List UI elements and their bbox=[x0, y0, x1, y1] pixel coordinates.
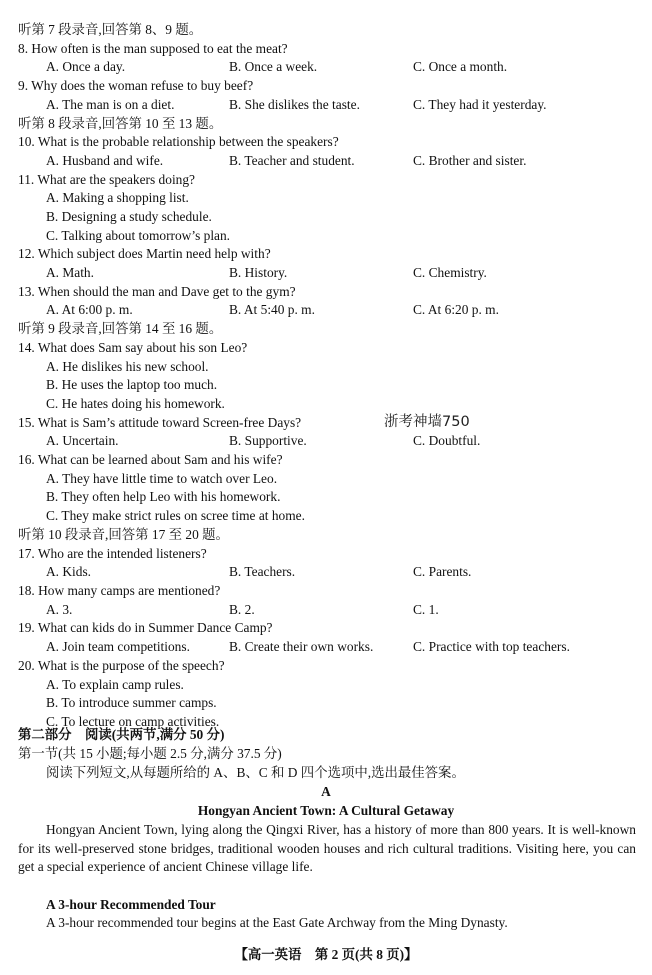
question-text: How often is the man supposed to eat the meat? bbox=[31, 41, 288, 56]
answer-option: A. 3. bbox=[46, 602, 73, 617]
answer-option: C. At 6:20 p. m. bbox=[413, 302, 499, 317]
question-text: Why does the woman refuse to buy beef? bbox=[31, 78, 254, 93]
question-number: 8. bbox=[18, 41, 29, 56]
answer-option: C. Once a month. bbox=[413, 59, 508, 74]
passage-letter: A bbox=[321, 784, 331, 799]
answer-option: C. They make strict rules on scree time at home. bbox=[46, 508, 305, 523]
answer-option: B. She dislikes the taste. bbox=[229, 97, 360, 112]
answer-option: B. Once a week. bbox=[229, 59, 318, 74]
question-number: 12. bbox=[18, 246, 35, 261]
page-footer: 【高一英语 第 2 页(共 8 页)】 bbox=[234, 947, 418, 962]
question-number: 18. bbox=[18, 583, 35, 598]
question-text: When should the man and Dave get to the gym? bbox=[37, 284, 296, 299]
answer-option: A. Once a day. bbox=[46, 59, 126, 74]
question-text: What is Sam’s attitude toward Screen-free Days? bbox=[37, 415, 302, 430]
answer-option: C. Doubtful. bbox=[413, 433, 481, 448]
question-number: 10. bbox=[18, 134, 35, 149]
question-text: What can be learned about Sam and his wife? bbox=[37, 452, 283, 467]
question-number: 9. bbox=[18, 78, 29, 93]
answer-option: B. Designing a study schedule. bbox=[46, 209, 212, 224]
question-text: What are the speakers doing? bbox=[37, 172, 196, 187]
section2-title: 第二部分 阅读(共两节,满分 50 分) bbox=[18, 727, 225, 742]
question-stem bbox=[18, 658, 225, 674]
section-heading: 听第 10 段录音,回答第 17 至 20 题。 bbox=[18, 527, 229, 542]
section-heading: 听第 7 段录音,回答第 8、9 题。 bbox=[18, 22, 203, 37]
answer-option: C. To lecture on camp activities. bbox=[46, 714, 220, 729]
question-number: 11. bbox=[18, 172, 35, 187]
question-stem bbox=[18, 172, 195, 188]
paragraph-1: Hongyan Ancient Town, lying along the Qingxi River, has a history of more than 800 years. It is well-known for its well-preserved stone bridges, traditional wooden houses and rich cultural traditions. Visiting here, you can get a special experience of ancient Chinese village life. bbox=[18, 822, 636, 875]
section-heading: 听第 9 段录音,回答第 14 至 16 题。 bbox=[18, 321, 223, 336]
section1-subtitle: 第一节(共 15 小题;每小题 2.5 分,满分 37.5 分) bbox=[18, 746, 282, 761]
question-text: What does Sam say about his son Leo? bbox=[37, 340, 248, 355]
answer-option: A. The man is on a diet. bbox=[46, 97, 175, 112]
answer-option: B. Supportive. bbox=[229, 433, 307, 448]
answer-option: B. Teachers. bbox=[229, 564, 296, 579]
question-number: 16. bbox=[18, 452, 35, 467]
answer-option: B. History. bbox=[229, 265, 288, 280]
question-number: 20. bbox=[18, 658, 35, 673]
answer-option: C. He hates doing his homework. bbox=[46, 396, 225, 411]
reading-instruction: 阅读下列短文,从每题所给的 A、B、C 和 D 四个选项中,选出最佳答案。 bbox=[46, 765, 465, 780]
question-stem bbox=[18, 41, 288, 57]
question-text: Who are the intended listeners? bbox=[37, 546, 207, 561]
question-stem bbox=[18, 134, 339, 150]
answer-option: A. They have little time to watch over Leo. bbox=[46, 471, 278, 486]
question-stem bbox=[18, 340, 247, 356]
question-number: 17. bbox=[18, 546, 35, 561]
question-number: 14. bbox=[18, 340, 35, 355]
question-stem bbox=[18, 246, 271, 262]
paragraph-2: A 3-hour recommended tour begins at the East Gate Archway from the Ming Dynasty. bbox=[46, 915, 508, 930]
answer-option: C. Talking about tomorrow’s plan. bbox=[46, 228, 231, 243]
watermark: 浙考神墙750 bbox=[384, 414, 470, 430]
answer-option: B. Teacher and student. bbox=[229, 153, 355, 168]
answer-option: A. Kids. bbox=[46, 564, 92, 579]
answer-option: A. To explain camp rules. bbox=[46, 677, 184, 692]
question-stem bbox=[18, 415, 301, 431]
question-stem bbox=[18, 583, 220, 599]
answer-option: C. They had it yesterday. bbox=[413, 97, 547, 112]
question-text: How many camps are mentioned? bbox=[38, 583, 221, 598]
answer-option: A. At 6:00 p. m. bbox=[46, 302, 133, 317]
question-stem bbox=[18, 620, 273, 636]
answer-option: A. Husband and wife. bbox=[46, 153, 164, 168]
answer-option: B. He uses the laptop too much. bbox=[46, 377, 218, 392]
answer-option: A. Join team competitions. bbox=[46, 639, 190, 654]
answer-option: A. Math. bbox=[46, 265, 94, 280]
answer-option: A. Uncertain. bbox=[46, 433, 119, 448]
question-number: 15. bbox=[18, 415, 35, 430]
question-text: Which subject does Martin need help with? bbox=[37, 246, 271, 261]
question-text: What is the purpose of the speech? bbox=[37, 658, 225, 673]
answer-option: B. Create their own works. bbox=[229, 639, 374, 654]
answer-option: C. Brother and sister. bbox=[413, 153, 527, 168]
answer-option: A. He dislikes his new school. bbox=[46, 359, 209, 374]
question-text: What is the probable relationship between the speakers? bbox=[37, 134, 339, 149]
question-stem bbox=[18, 78, 253, 94]
passage-title: Hongyan Ancient Town: A Cultural Getaway bbox=[197, 803, 455, 818]
question-stem bbox=[18, 546, 207, 562]
question-number: 13. bbox=[18, 284, 35, 299]
question-stem bbox=[18, 284, 296, 300]
answer-option: B. 2. bbox=[229, 602, 255, 617]
answer-option: C. Chemistry. bbox=[413, 265, 487, 280]
question-text: What can kids do in Summer Dance Camp? bbox=[37, 620, 273, 635]
question-number: 19. bbox=[18, 620, 35, 635]
answer-option: C. Parents. bbox=[413, 564, 472, 579]
answer-option: B. They often help Leo with his homework. bbox=[46, 489, 281, 504]
answer-option: B. To introduce summer camps. bbox=[46, 695, 217, 710]
answer-option: C. Practice with top teachers. bbox=[413, 639, 570, 654]
tour-subheading: A 3-hour Recommended Tour bbox=[46, 897, 216, 912]
section-heading: 听第 8 段录音,回答第 10 至 13 题。 bbox=[18, 116, 223, 131]
answer-option: A. Making a shopping list. bbox=[46, 190, 189, 205]
answer-option: B. At 5:40 p. m. bbox=[229, 302, 315, 317]
question-stem bbox=[18, 452, 283, 468]
answer-option: C. 1. bbox=[413, 602, 439, 617]
